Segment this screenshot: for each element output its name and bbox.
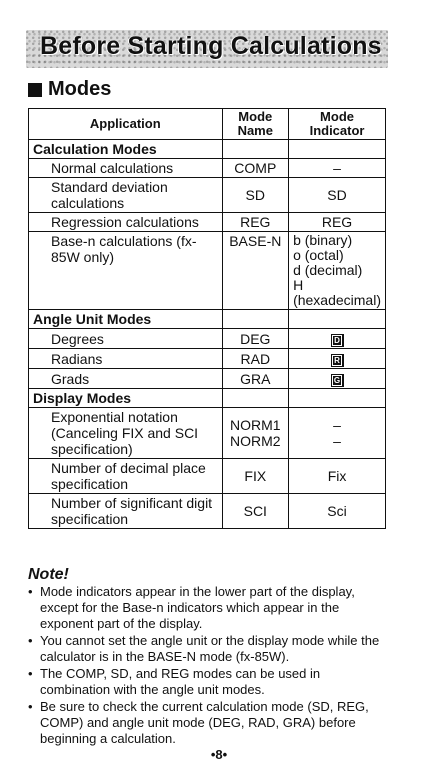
table-row [29,213,386,232]
section-heading [28,78,111,101]
note-list [28,584,388,748]
page-title: Before Starting Calculations [40,32,382,60]
indicator-line: b (binary) [293,232,353,248]
row-application: Regression calculations [29,213,223,232]
indicator-line: – [333,417,341,433]
row-mode-name: RAD [222,349,289,369]
indicator-letter: R [332,355,342,366]
row-mode-indicator: Sci [289,494,386,529]
row-mode-name: COMP [222,159,289,178]
row-mode-indicator: – [289,159,386,178]
group-title: Calculation Modes [29,140,223,159]
group-row-display [29,389,386,408]
row-mode-indicator [289,232,386,310]
row-mode-name: SD [222,178,289,213]
row-application: Standard deviation calculations [29,178,223,213]
row-mode-name: DEG [222,329,289,349]
table-row [29,232,386,310]
note-item: • Mode indicators appear in the lower part of the display, except for the Base-n indicators which appear in the exponent part of the display. [28,584,388,632]
indicator-line: – [333,433,341,449]
row-mode-name: FIX [222,459,289,494]
header-mode-indicator: Mode Indicator [289,109,386,140]
row-application: Normal calculations [29,159,223,178]
row-mode-name [222,408,289,459]
indicator-letter: D [332,335,342,346]
row-mode-indicator: REG [289,213,386,232]
indicator-line: H (hexadecimal) [293,277,381,308]
header-mode-name: Mode Name [222,109,289,140]
header-application: Application [29,109,223,140]
table-row [29,369,386,389]
group-title: Angle Unit Modes [29,310,223,329]
note-item: • You cannot set the angle unit or the display mode while the calculator is in the BASE-N mode (fx-85W). [28,633,388,665]
table-row [29,494,386,529]
table-row [29,159,386,178]
group-row-angle [29,310,386,329]
note-item: • The COMP, SD, and REG modes can be used in combination with the angle unit modes. [28,666,388,698]
row-application: Degrees [29,329,223,349]
row-application: Base-n calculations (fx-85W only) [29,232,223,310]
note-title: Note! [28,566,69,583]
radian-indicator-icon [331,354,344,367]
row-mode-name: SCI [222,494,289,529]
square-bullet-icon [28,83,42,97]
row-mode-indicator [289,349,386,369]
note-item: • Be sure to check the current calculation mode (SD, REG, COMP) and angle unit mode (DEG, RAD, GRA) before beginning a calculation. [28,699,388,747]
mode-name-line: NORM1 [230,417,281,433]
row-application: Radians [29,349,223,369]
title-banner [26,30,388,68]
row-mode-indicator [289,369,386,389]
page-number: •8• [210,747,228,762]
table-row [29,349,386,369]
row-mode-name: GRA [222,369,289,389]
row-mode-name: REG [222,213,289,232]
indicator-letter: G [333,376,341,385]
row-mode-indicator [289,408,386,459]
group-title: Display Modes [29,389,223,408]
table-row [29,329,386,349]
row-mode-name: BASE-N [222,232,289,310]
indicator-line: o (octal) [293,247,344,263]
modes-table [28,108,386,529]
row-mode-indicator: Fix [289,459,386,494]
table-row [29,408,386,459]
table-row [29,459,386,494]
table-header-row [29,109,386,140]
row-mode-indicator: SD [289,178,386,213]
grad-indicator-icon [331,374,344,387]
group-row-calculation [29,140,386,159]
row-mode-indicator [289,329,386,349]
indicator-line: d (decimal) [293,262,363,278]
table-row [29,178,386,213]
row-application: Number of decimal place specification [29,459,223,494]
row-application: Grads [29,369,223,389]
section-title: Modes [48,78,112,100]
row-application: Exponential notation (Canceling FIX and SCI specification) [29,408,223,459]
mode-name-line: NORM2 [230,433,281,449]
row-application: Number of significant digit specification [29,494,223,529]
degree-indicator-icon [331,334,344,347]
